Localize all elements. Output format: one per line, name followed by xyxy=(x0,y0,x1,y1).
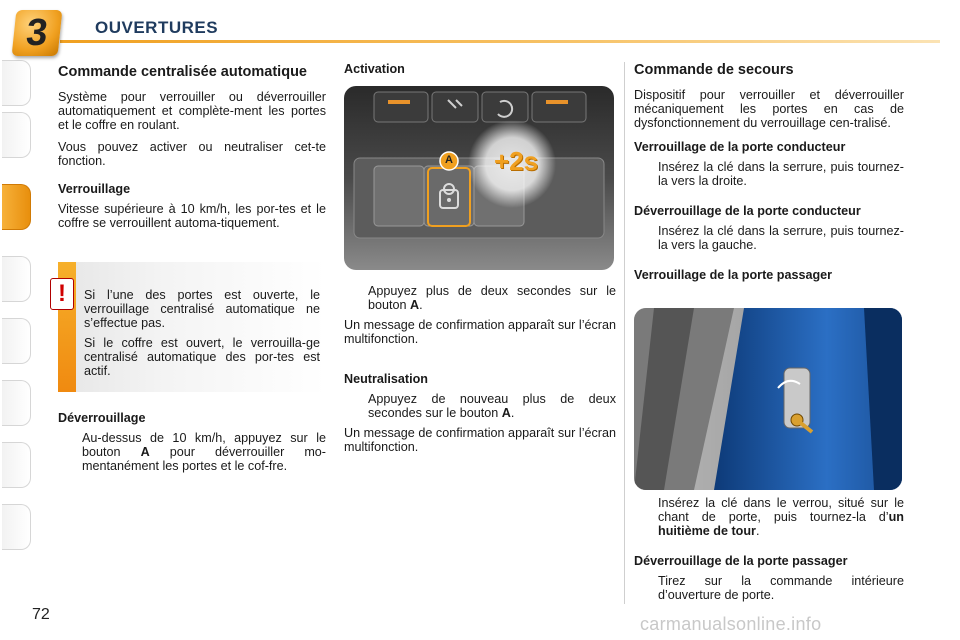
warning-box xyxy=(58,262,326,392)
chapter-tab[interactable] xyxy=(2,380,31,426)
activation-bullet xyxy=(344,284,616,312)
dashboard-illustration xyxy=(344,86,614,270)
intro-paragraph: Système pour verrouiller ou déverrouiller automatiquement et complète-ment les portes et le coffre en roulant. xyxy=(58,90,326,132)
page-number: 72 xyxy=(32,606,50,623)
dashboard-buttons-picture xyxy=(344,86,614,270)
bullet-icon xyxy=(344,392,368,420)
left-column xyxy=(58,64,326,238)
intro-paragraph-2: Vous pouvez activer ou neutraliser cet-te fonction. xyxy=(58,140,326,168)
plus-two-seconds-label: +2s xyxy=(494,146,539,176)
chapter-tab[interactable] xyxy=(2,60,31,106)
chapter-tab[interactable] xyxy=(2,112,31,158)
heading-lock: Verrouillage xyxy=(58,182,131,196)
emergency-intro: Dispositif pour verrouiller et déverrouiller mécaniquement les portes en cas de dysfonctionnement du verrouillage cen-tralisé. xyxy=(634,88,904,130)
neutralisation-bullet-text: Appuyez de nouveau plus de deux secondes sur le bouton A. xyxy=(368,392,616,420)
button-a-label: A xyxy=(445,154,453,166)
activation-bullet-text: Appuyez plus de deux secondes sur le bouton A. xyxy=(368,284,616,312)
activation-confirmation: Un message de confirmation apparaît sur l’écran multifonction. xyxy=(344,318,616,346)
heading-driver-unlock: Déverrouillage de la porte conducteur xyxy=(634,204,861,218)
middle-column-text xyxy=(344,284,616,462)
bullet-icon xyxy=(634,496,658,538)
header-rule xyxy=(60,40,940,43)
bullet-icon xyxy=(58,431,82,473)
door-lock-illustration xyxy=(634,308,902,490)
passenger-unlock-text: Tirez sur la commande intérieure d’ouverture de porte. xyxy=(658,574,904,602)
chapter-number: 3 xyxy=(24,12,50,54)
right-column xyxy=(634,62,904,288)
column-divider xyxy=(624,62,625,604)
unlock-bullet-text: Au-dessus de 10 km/h, appuyez sur le bouton A pour déverrouiller mo-mentanément les portes et le cof-fre. xyxy=(82,431,327,473)
bullet-icon xyxy=(634,160,658,188)
watermark: carmanualsonline.info xyxy=(640,614,822,634)
door-edge-picture xyxy=(634,308,902,490)
heading-neutralisation: Neutralisation xyxy=(344,372,428,386)
chapter-tab[interactable] xyxy=(2,442,31,488)
chapter-tab[interactable] xyxy=(2,256,31,302)
heading-passenger-lock: Verrouillage de la porte passager xyxy=(634,268,833,282)
section-title-emergency: Commande de secours xyxy=(634,62,794,78)
heading-driver-lock: Verrouillage de la porte conducteur xyxy=(634,140,846,154)
warning-icon: ! xyxy=(50,278,74,310)
chapter-badge xyxy=(12,10,63,56)
chapter-tab[interactable] xyxy=(2,318,31,364)
driver-unlock-text: Insérez la clé dans la serrure, puis tournez-la vers la gauche. xyxy=(658,224,904,252)
page-header xyxy=(0,0,960,52)
chapter-title: OUVERTURES xyxy=(95,18,219,37)
warning-text xyxy=(84,288,320,384)
left-column-bottom xyxy=(58,411,326,479)
chapter-tab-active[interactable] xyxy=(2,184,31,230)
warning-paragraph-2: Si le coffre est ouvert, le verrouilla-ge centralisé automatique des por-tes est actif. xyxy=(84,336,320,378)
neutralisation-bullet xyxy=(344,392,616,420)
passenger-lock-text: Insérez la clé dans le verrou, situé sur le chant de porte, puis tournez-la d’un huitième de tour. xyxy=(658,496,904,538)
passenger-lock-bullet xyxy=(634,496,904,538)
section-title-central-locking: Commande centralisée automatique xyxy=(58,64,307,80)
driver-lock-text: Insérez la clé dans la serrure, puis tournez-la vers la droite. xyxy=(658,160,904,188)
bullet-icon xyxy=(634,224,658,252)
lock-paragraph: Vitesse supérieure à 10 km/h, les por-tes et le coffre se verrouillent automa-tiquement. xyxy=(58,202,326,230)
heading-passenger-unlock: Déverrouillage de la porte passager xyxy=(634,554,848,568)
chapter-tabs xyxy=(0,60,34,580)
warning-paragraph-1: Si l’une des portes est ouverte, le verrouillage centralisé automatique ne s’effectue pas. xyxy=(84,288,320,330)
bullet-icon xyxy=(634,574,658,602)
middle-column xyxy=(344,62,616,82)
driver-unlock-bullet xyxy=(634,224,904,252)
passenger-unlock-bullet xyxy=(634,574,904,602)
heading-activation: Activation xyxy=(344,62,405,76)
neutralisation-confirmation: Un message de confirmation apparaît sur l’écran multifonction. xyxy=(344,426,616,454)
driver-lock-bullet xyxy=(634,160,904,188)
bullet-icon xyxy=(344,284,368,312)
heading-unlock: Déverrouillage xyxy=(58,411,146,425)
unlock-bullet xyxy=(58,431,326,473)
chapter-tab[interactable] xyxy=(2,504,31,550)
right-column-bottom xyxy=(634,496,904,608)
